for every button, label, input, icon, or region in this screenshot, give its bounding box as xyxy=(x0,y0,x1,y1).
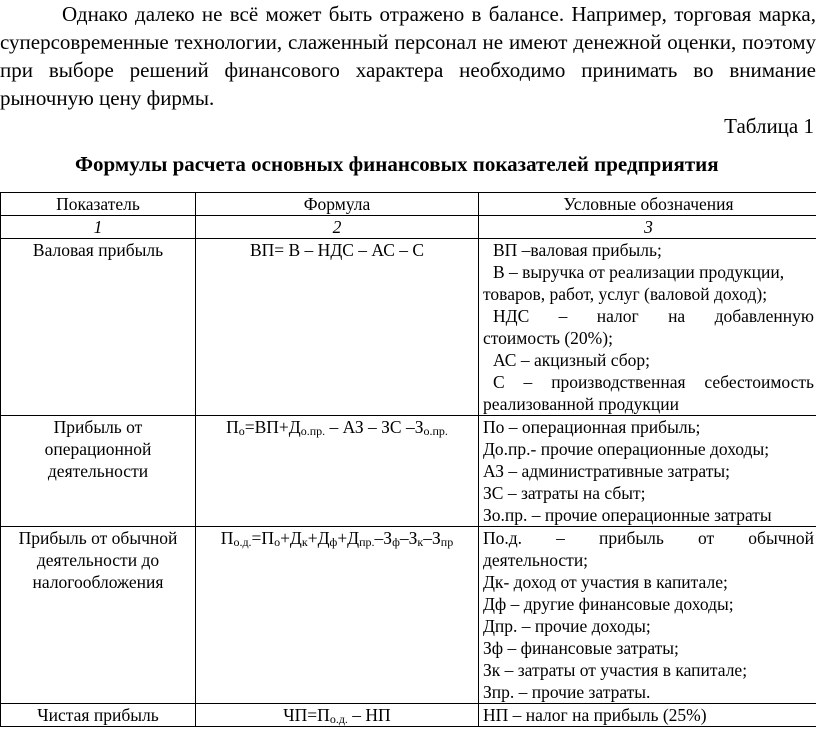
legend-cell xyxy=(479,527,816,704)
legend-line: По.д. – прибыль от обычной xyxy=(483,528,814,548)
table-header-row xyxy=(1,193,816,216)
table-number-label: Таблица 1 xyxy=(724,114,814,138)
indicator-cell: Прибыль от операционной деятельности xyxy=(1,416,196,527)
table-row xyxy=(1,527,816,704)
table-row xyxy=(1,239,816,416)
table-title: Формулы расчета основных финансовых показателей предприятия xyxy=(75,152,719,176)
indicator-cell: Прибыль от обычной деятельности до налогообложения xyxy=(1,527,196,704)
legend-line: реализованной продукции xyxy=(483,394,679,414)
legend-cell xyxy=(479,416,816,527)
financial-formulas-table xyxy=(0,192,816,727)
col-number-1: 1 xyxy=(1,216,196,239)
formula-cell: $П_{о.д.}=П_о+Д_к+Д_ф+Д_{пр.}-З_ф-З_к-З_{пр}$ xyxy=(196,527,479,704)
legend-line: стоимость (20%); xyxy=(483,328,613,348)
col-number-2: 2 xyxy=(196,216,479,239)
legend-line: деятельности; xyxy=(483,550,589,570)
header-legend: Условные обозначения xyxy=(479,193,816,216)
legend-line: Дк- доход от участия в капитале; xyxy=(483,572,728,592)
legend-line: товаров, работ, услуг (валовой доход); xyxy=(483,284,768,304)
table-number-row xyxy=(1,216,816,239)
table-row xyxy=(1,416,816,527)
formula-cell: $ЧП=П_{о.д.}$ – НП xyxy=(196,704,479,727)
formula-cell: ВП= В – НДС – АС – С xyxy=(196,239,479,416)
header-indicator: Показатель xyxy=(1,193,196,216)
legend-line: В – выручка от реализации продукции, xyxy=(493,262,785,282)
legend-line: Зпр. – прочие затраты. xyxy=(483,682,651,702)
indicator-cell: Валовая прибыль xyxy=(1,239,196,416)
legend-line: Зо.пр. – прочие операционные затраты xyxy=(483,505,772,525)
legend-line: По – операционная прибыль; xyxy=(483,417,701,437)
table-row xyxy=(1,704,816,727)
formula-cell: $П_о=ВП+Д_{о.пр.}$ – АЗ – ЗС $-З_{о.пр.}$ xyxy=(196,416,479,527)
legend-cell xyxy=(479,704,816,727)
legend-line: АС – акцизный сбор; xyxy=(493,350,650,370)
legend-line: Зф – финансовые затраты; xyxy=(483,638,679,658)
legend-line: ЗС – затраты на сбыт; xyxy=(483,483,646,503)
legend-line: Зк – затраты от участия в капитале; xyxy=(483,660,748,680)
legend-line: До.пр.- прочие операционные доходы; xyxy=(483,439,770,459)
intro-text: Однако далеко не всё может быть отражено в балансе. Например, торговая марка, суперсовременные технологии, слаженный персонал не имеют денежной оценки, поэтому при выборе решений финансового характера необходимо принимать во внимание рыночную цену фирмы. xyxy=(0,2,816,110)
legend-line: Дф – другие финансовые доходы; xyxy=(483,594,734,614)
legend-line: ВП –валовая прибыль; xyxy=(493,240,662,260)
legend-line: НДС – налог на добавленную xyxy=(493,306,814,326)
intro-paragraph xyxy=(0,0,816,112)
header-formula: Формула xyxy=(196,193,479,216)
legend-cell xyxy=(479,239,816,416)
legend-line: АЗ – административные затраты; xyxy=(483,461,730,481)
legend-line: НП – налог на прибыль (25%) xyxy=(483,705,707,725)
legend-line: Дпр. – прочие доходы; xyxy=(483,616,651,636)
indicator-cell: Чистая прибыль xyxy=(1,704,196,727)
legend-line: С – производственная себестоимость xyxy=(493,372,814,392)
col-number-3: 3 xyxy=(479,216,816,239)
